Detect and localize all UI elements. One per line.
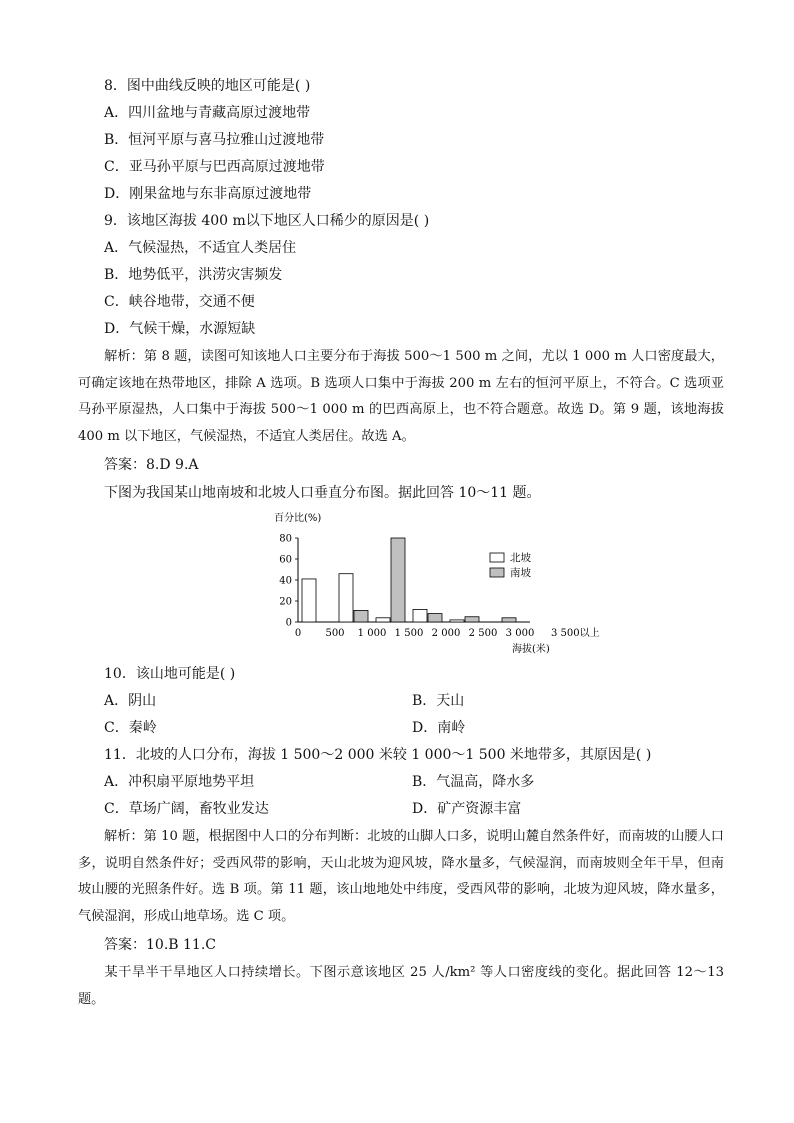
y-tick-label: 0 [285, 617, 292, 629]
q10-stem: 10．该山地可能是( ) [104, 666, 236, 682]
q9-option-a: A．气候湿热，不适宜人类居住 [104, 240, 297, 256]
q10-option-c: C．秦岭 [104, 720, 157, 736]
x-tick-label: 3 500以上 [551, 628, 600, 639]
q9-option-b: B．地势低平，洪涝灾害频发 [104, 267, 283, 283]
analysis-10-11 [78, 824, 724, 930]
chart-legend [490, 551, 531, 579]
legend-swatch-south [490, 568, 504, 577]
q10-option-a: A．阴山 [104, 693, 157, 709]
bar-north-1000-1500 [376, 618, 390, 622]
bar-north-1500-2000 [413, 609, 427, 622]
q9-stem: 9．该地区海拔 400 m以下地区人口稀少的原因是( ) [104, 213, 430, 229]
intro-10-11: 下图为我国某山地南坡和北坡人口垂直分布图。据此回答 10～11 题。 [104, 485, 541, 501]
q8-stem: 8．图中曲线反映的地区可能是( ) [104, 78, 311, 94]
y-tick-label: 20 [279, 596, 292, 608]
intro-12-13 [78, 960, 724, 1013]
q8-option-b: B．恒河平原与喜马拉雅山过渡地带 [104, 132, 325, 148]
q10-option-d: D．南岭 [412, 720, 466, 736]
x-tick-label: 2 500 [468, 628, 498, 639]
analysis-8-9-text: 解析：第 8 题，读图可知该地人口主要分布于海拔 500～1 500 m 之间，尤以 1 000 m 人口密度最大，可确定该地在热带地区，排除 A 选项。B 选项人口集中于海拔 200 m 左右的恒河平原上，不符合。C 选项亚马孙平原湿热，人口集中于海拔 500～1 000 m 的巴西高原上，也不符合题意。故选 D。第 9 题，该地海拔 400 m 以下地区，气候湿热，不适宜人类居住。故选 A。 [78, 349, 724, 444]
q11-option-c: C．草场广阔，畜牧业发达 [104, 801, 269, 817]
answer-10-11: 答案：10.B 11.C [104, 937, 216, 953]
x-tick-label: 1 000 [357, 628, 387, 639]
bar-north-500-1000 [339, 574, 353, 622]
analysis-8-9 [78, 344, 724, 450]
q11-option-d: D．矿产资源丰富 [412, 801, 522, 817]
q11-option-a: A．冲积扇平原地势平坦 [104, 774, 255, 790]
legend-label-north: 北坡 [510, 552, 531, 564]
answer-8-9: 答案：8.D 9.A [104, 457, 199, 473]
q11-option-b: B．气温高，降水多 [412, 774, 535, 790]
x-tick-label: 0 [294, 628, 302, 639]
bar-north-0-500 [302, 579, 316, 622]
bar-south-2000-2500 [465, 617, 479, 622]
q9-option-d: D．气候干燥，水源短缺 [104, 321, 256, 337]
chart-xlabel: 海拔(米) [512, 644, 550, 655]
q10-option-b: B．天山 [412, 693, 465, 709]
legend-label-south: 南坡 [510, 567, 531, 579]
q11-stem: 11．北坡的人口分布，海拔 1 500～2 000 米较 1 000～1 500 米地带多，其原因是( ) [104, 747, 652, 763]
y-tick-label: 80 [279, 533, 292, 545]
bar-south-1500-2000 [428, 614, 442, 622]
legend-swatch-north [490, 553, 504, 562]
bar-north-2000-2500 [450, 620, 464, 622]
intro-12-13-text: 某干旱半干旱地区人口持续增长。下图示意该地区 25 人/km² 等人口密度线的变化。据此回答 12～13 题。 [78, 965, 724, 1007]
analysis-10-11-text: 解析：第 10 题，根据图中人口的分布判断：北坡的山脚人口多，说明山麓自然条件好，而南坡的山腰人口多，说明自然条件好；受西风带的影响，天山北坡为迎风坡，降水量多，气候湿润，而南坡则全年干旱，但南坡山腰的光照条件好。选 B 项。第 11 题，该山地地处中纬度，受西风带的影响，北坡为迎风坡，降水量多，气候湿润，形成山地草场。选 C 项。 [78, 829, 724, 924]
bar-south-1000-1500 [391, 538, 405, 622]
q8-option-d: D．刚果盆地与东非高原过渡地带 [104, 186, 312, 202]
x-tick-label: 3 000 [505, 628, 535, 639]
x-tick-label: 2 000 [431, 628, 461, 639]
q9-option-c: C．峡谷地带，交通不便 [104, 294, 255, 310]
population-vertical-distribution-chart [0, 508, 794, 658]
chart-ylabel: 百分比(%) [274, 513, 322, 524]
x-tick-label: 1 500 [394, 628, 424, 639]
y-tick-label: 40 [279, 575, 292, 587]
bar-south-2500-3000 [502, 618, 516, 622]
q8-option-c: C．亚马孙平原与巴西高原过渡地带 [104, 159, 325, 175]
q8-option-a: A．四川盆地与青藏高原过渡地带 [104, 105, 311, 121]
x-tick-label: 500 [325, 628, 345, 639]
y-tick-label: 60 [279, 554, 292, 566]
bar-south-500-1000 [354, 610, 368, 622]
